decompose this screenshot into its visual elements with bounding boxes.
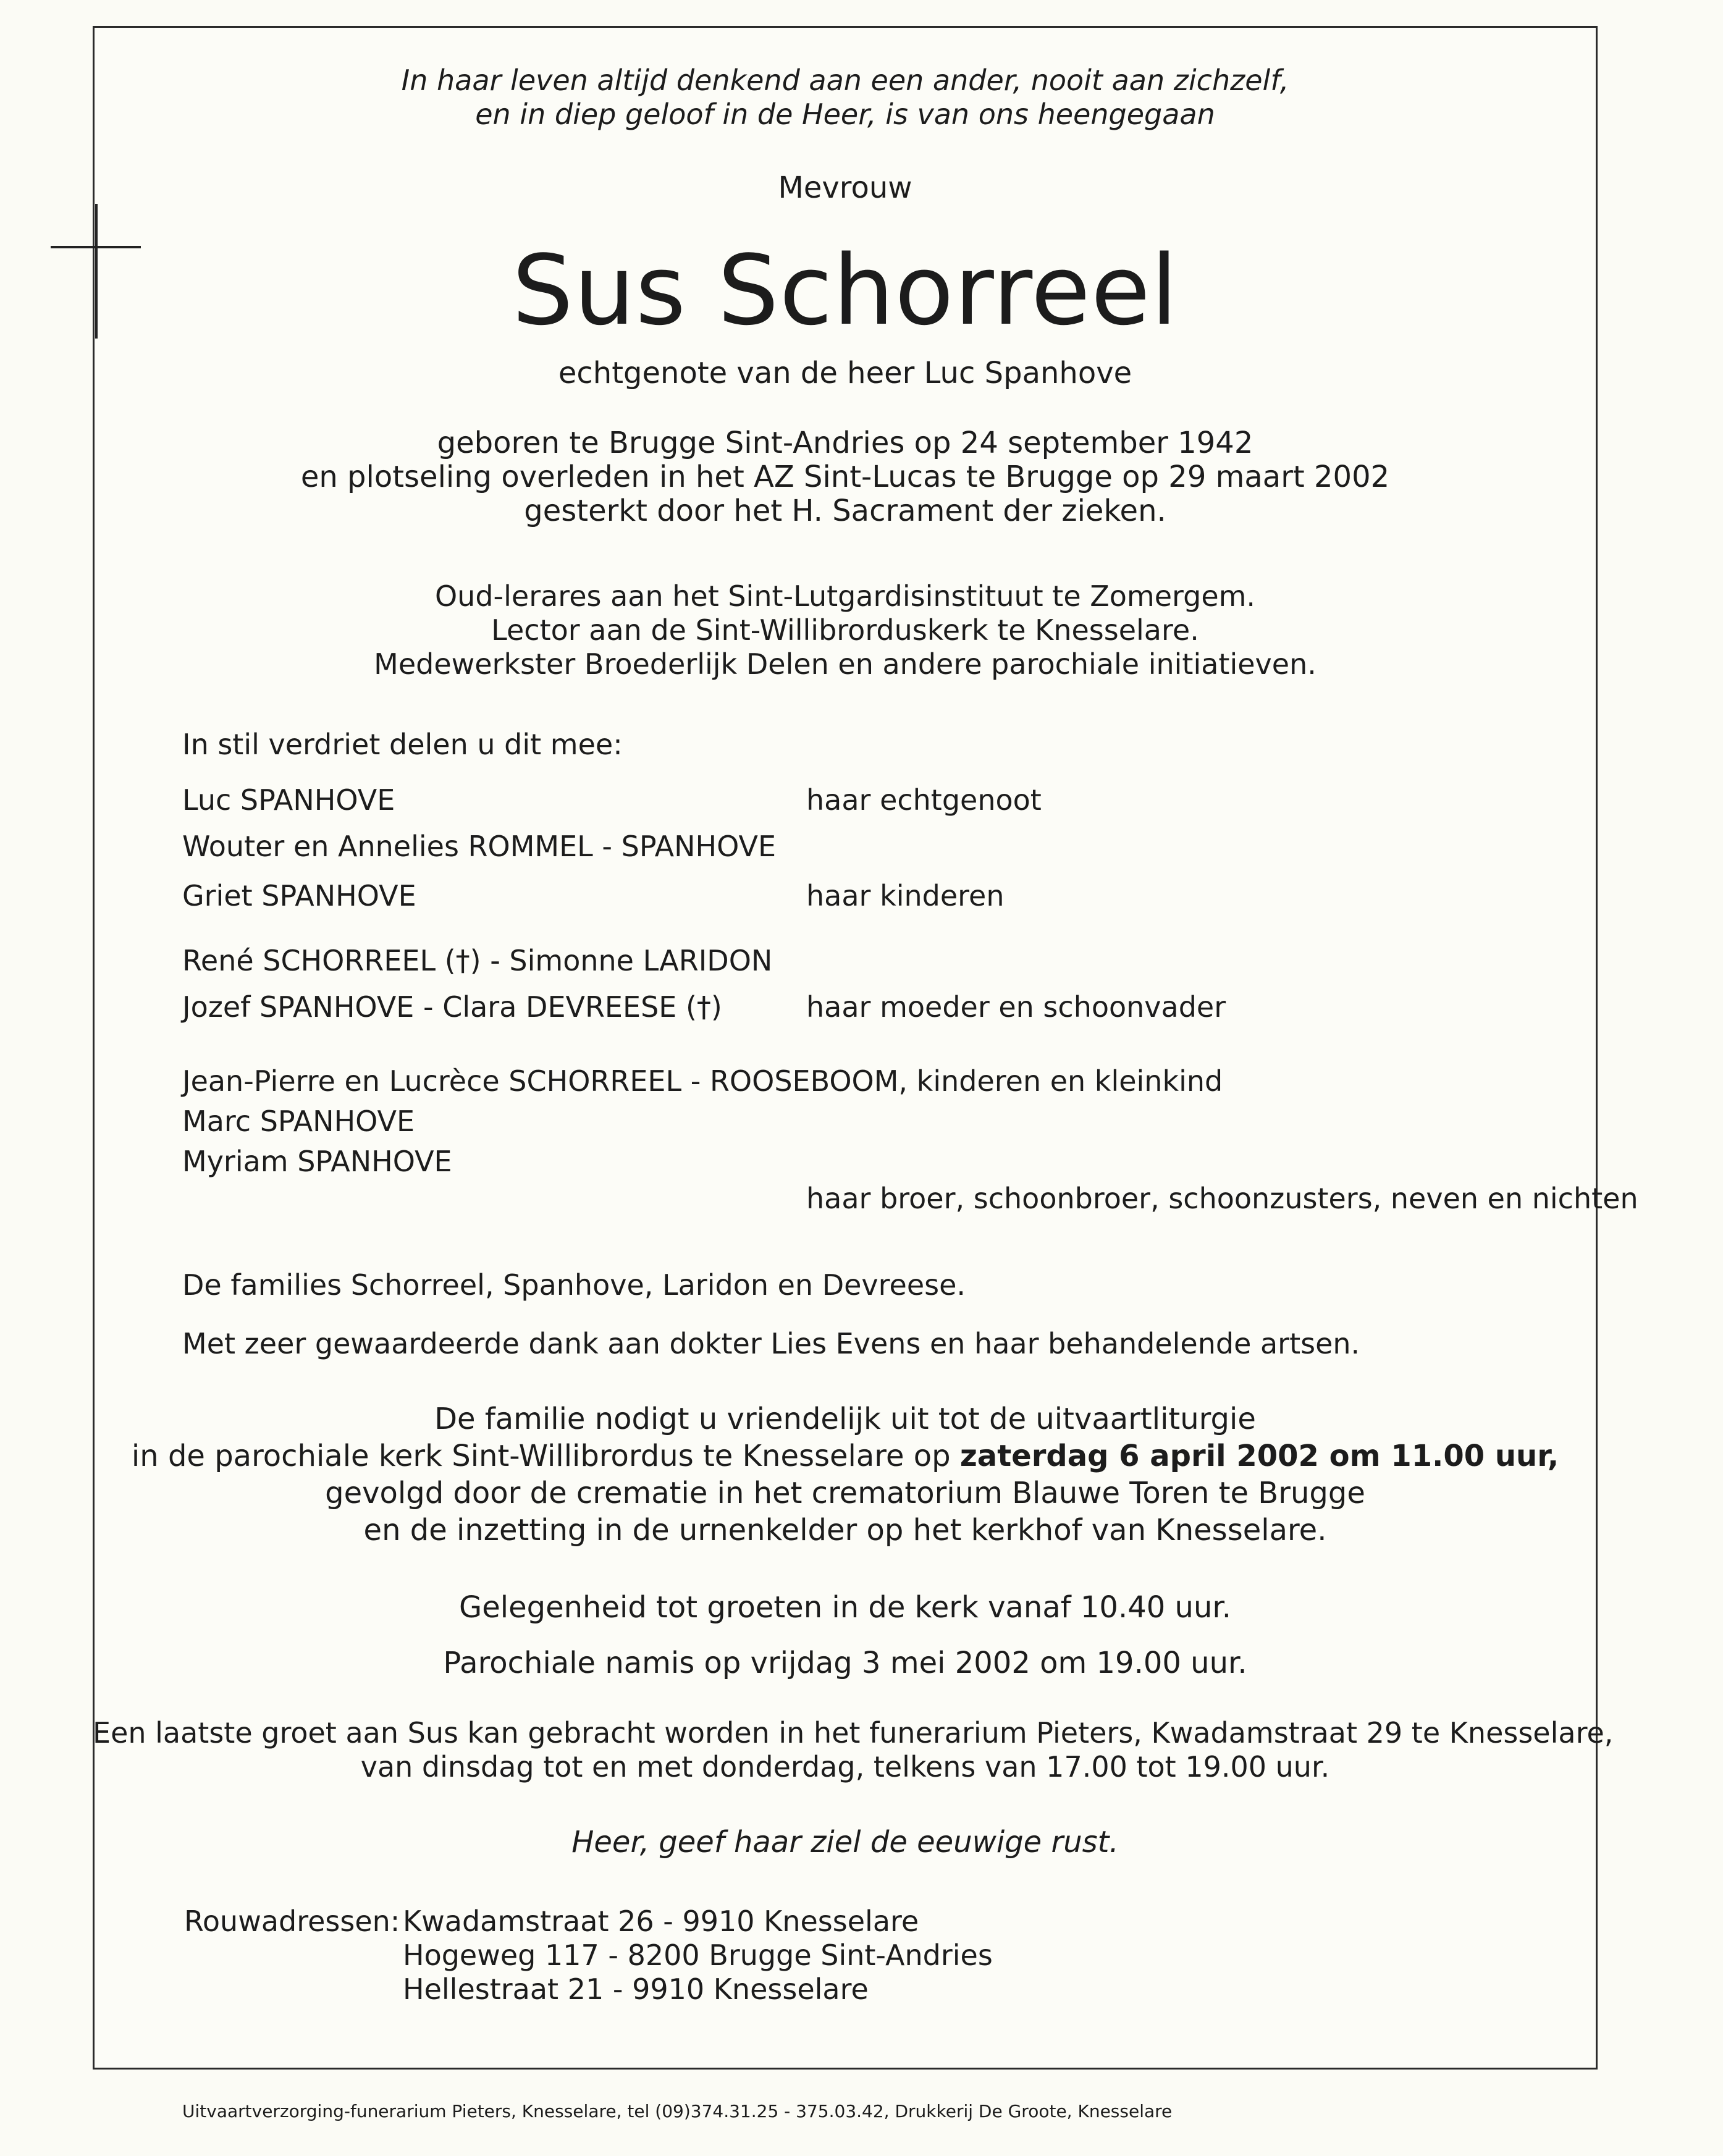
family-relation: haar echtgenoot (806, 783, 1042, 817)
epigraph-line-2: en in diep geloof in de Heer, is van ons heengegaan (475, 98, 1215, 131)
family-name: Jean-Pierre en Lucrèce SCHORREEL - ROOSEBOOM, kinderen en kleinkind (182, 1064, 1223, 1098)
families-line: De families Schorreel, Spanhove, Laridon en Devreese. (182, 1268, 966, 1302)
ceremony-line-1: De familie nodigt u vriendelijk uit tot de uitvaartliturgie (434, 1402, 1256, 1436)
epigraph-line-1: In haar leven altijd denkend aan een ander, nooit aan zichzelf, (401, 64, 1289, 97)
deceased-name: Sus Schorreel (512, 234, 1179, 347)
family-relation: haar kinderen (806, 879, 1005, 912)
addresses-label: Rouwadressen: (184, 1905, 400, 1938)
family-name: Griet SPANHOVE (182, 879, 416, 912)
role-line-2: Lector aan de Sint-Willibrorduskerk te Knesselare. (491, 613, 1199, 647)
address-line: Hogeweg 117 - 8200 Brugge Sint-Andries (403, 1939, 993, 1972)
closing-prayer: Heer, geef haar ziel de eeuwige rust. (571, 1825, 1119, 1859)
ceremony-line-4: en de inzetting in de urnenkelder op het kerkhof van Knesselare. (363, 1513, 1327, 1548)
family-name: Luc SPANHOVE (182, 783, 395, 817)
sacrament-line: gesterkt door het H. Sacrament der zieken. (524, 494, 1166, 528)
role-line-3: Medewerkster Broederlijk Delen en andere parochiale initiatieven. (374, 647, 1316, 681)
title-prefix: Mevrouw (778, 171, 912, 205)
spouse-line: echtgenote van de heer Luc Spanhove (558, 356, 1132, 390)
family-intro: In stil verdriet delen u dit mee: (182, 728, 623, 761)
ceremony-datetime: zaterdag 6 april 2002 om 11.00 uur, (959, 1439, 1559, 1473)
family-relation: haar moeder en schoonvader (806, 990, 1226, 1024)
family-name: René SCHORREEL (†) - Simonne LARIDON (182, 944, 773, 977)
ceremony-place: in de parochiale kerk Sint-Willibrordus te Knesselare op (131, 1439, 960, 1473)
address-line: Kwadamstraat 26 - 9910 Knesselare (403, 1905, 919, 1938)
family-relation: haar broer, schoonbroer, schoonzusters, neven en nichten (806, 1182, 1638, 1215)
death-line: en plotseling overleden in het AZ Sint-Lucas te Brugge op 29 maart 2002 (300, 460, 1390, 494)
role-line-1: Oud-lerares aan het Sint-Lutgardisinstituut te Zomergem. (434, 579, 1256, 613)
address-line: Hellestraat 21 - 9910 Knesselare (403, 1973, 869, 2006)
family-name: Marc SPANHOVE (182, 1105, 415, 1138)
family-name: Myriam SPANHOVE (182, 1145, 452, 1178)
thanks-line: Met zeer gewaardeerde dank aan dokter Lies Evens en haar behandelende artsen. (182, 1327, 1360, 1360)
viewing-line-2: van dinsdag tot en met donderdag, telkens van 17.00 tot 19.00 uur. (360, 1750, 1330, 1783)
viewing-line-1: Een laatste groet aan Sus kan gebracht worden in het funerarium Pieters, Kwadamstraat 29 te Knesselare, (93, 1716, 1614, 1750)
birth-line: geboren te Brugge Sint-Andries op 24 september 1942 (437, 426, 1253, 460)
ceremony-line-2 (93, 1436, 1598, 1476)
mass-line: Parochiale namis op vrijdag 3 mei 2002 om 19.00 uur. (443, 1646, 1247, 1680)
ceremony-line-3: gevolgd door de crematie in het crematorium Blauwe Toren te Brugge (325, 1476, 1365, 1510)
greeting-line: Gelegenheid tot groeten in de kerk vanaf 10.40 uur. (459, 1590, 1231, 1625)
family-name: Wouter en Annelies ROMMEL - SPANHOVE (182, 830, 777, 863)
family-name: Jozef SPANHOVE - Clara DEVREESE (†) (182, 990, 722, 1024)
printer-footer: Uitvaartverzorging-funerarium Pieters, Knesselare, tel (09)374.31.25 - 375.03.42, Drukkerij De Groote, Knesselare (182, 2101, 1173, 2121)
